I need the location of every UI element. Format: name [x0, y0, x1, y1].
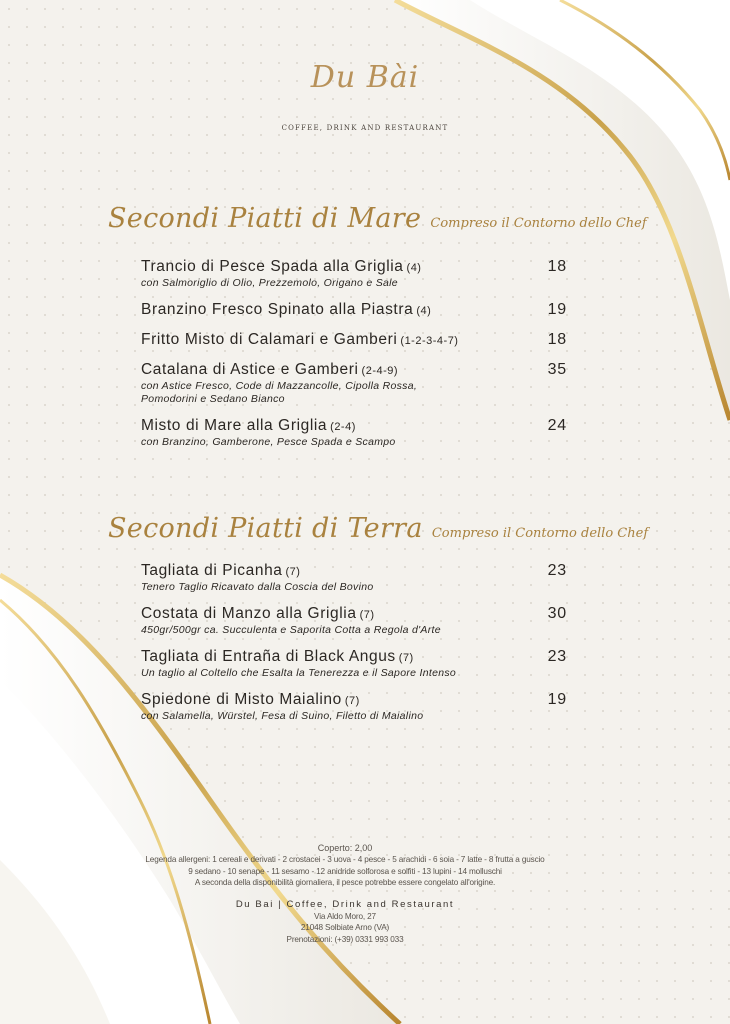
- menu-item-title: [141, 301, 571, 320]
- menu-item-title: [141, 562, 571, 581]
- menu-list-mare: [141, 258, 571, 460]
- menu-item: [141, 361, 571, 406]
- dish-price: 35: [547, 361, 567, 378]
- dish-name: Spiedone di Misto Maialino: [141, 691, 342, 708]
- allergen-codes: (7): [285, 566, 301, 578]
- dish-price: 23: [547, 648, 567, 665]
- dish-description: 450gr/500gr ca. Succulenta e Saporita Cotta a Regola d'Arte: [141, 624, 441, 636]
- allergen-codes: (7): [398, 652, 414, 664]
- menu-list-terra: [141, 562, 571, 734]
- menu-item: [141, 648, 571, 680]
- allergen-codes: (4): [406, 262, 422, 274]
- menu-item: [141, 301, 571, 320]
- dish-price: 19: [547, 691, 567, 708]
- frozen-note: A seconda della disponibilità giornaliera, il pesce potrebbe essere congelato all'origine.: [194, 878, 496, 887]
- menu-item: [141, 258, 571, 290]
- address-street: Via Aldo Moro, 27: [314, 911, 376, 921]
- dish-name: Tagliata di Entraña di Black Angus: [141, 648, 396, 665]
- menu-item-title: [141, 331, 571, 350]
- menu-item: [141, 691, 571, 723]
- dish-price: 30: [547, 605, 567, 622]
- dish-price: 18: [547, 258, 567, 275]
- section-subheading: Compreso il Contorno dello Chef: [431, 526, 649, 541]
- menu-item-title: [141, 648, 571, 667]
- menu-item-title: [141, 691, 571, 710]
- menu-item-title: [141, 258, 571, 277]
- section-heading: Secondi Piatti di Terra: [108, 513, 423, 544]
- dish-price: 24: [547, 417, 567, 434]
- allergen-codes: (7): [359, 609, 375, 621]
- address-city: 21048 Solbiate Arno (VA): [300, 923, 390, 932]
- dish-description: con Astice Fresco, Code di Mazzancolle, Cipolla Rossa, Pomodorini e Sedano Bianco: [141, 380, 418, 405]
- footer-brand: Du Bai | Coffee, Drink and Restaurant: [235, 898, 455, 910]
- dish-name: Misto di Mare alla Griglia: [141, 417, 328, 434]
- dish-description: con Branzino, Gamberone, Pesce Spada e Scampo: [141, 436, 396, 448]
- allergen-codes: (2-4): [330, 421, 356, 433]
- dish-description: con Salamella, Würstel, Fesa di Suino, Filetto di Maialino: [141, 710, 424, 722]
- dish-description: con Salmoriglio di Olio, Prezzemolo, Origano e Sale: [141, 277, 398, 289]
- dish-name: Tagliata di Picanha: [141, 562, 283, 579]
- dish-name: Branzino Fresco Spinato alla Piastra: [141, 301, 414, 318]
- footer: [0, 842, 690, 945]
- dish-price: 18: [547, 331, 567, 348]
- section-title-mare: [108, 203, 647, 234]
- menu-item-title: [141, 417, 571, 436]
- allergen-legend-line-1: Legenda allergeni: 1 cereali e derivati - 2 crostacei - 3 uova - 4 pesce - 5 arachidi - 6 soia - 7 latte - 8 frutta a guscio: [145, 855, 545, 864]
- logo-tagline: COFFEE, DRINK AND RESTAURANT: [281, 124, 449, 132]
- dish-description: Un taglio al Coltello che Esalta la Tenerezza e il Sapore Intenso: [141, 667, 457, 679]
- menu-item: [141, 417, 571, 449]
- dish-name: Fritto Misto di Calamari e Gamberi: [141, 331, 398, 348]
- allergen-legend-line-2: 9 sedano - 10 senape - 11 sesamo - 12 anidride solforosa e solfiti - 13 lupini - 14 molluschi: [188, 866, 502, 876]
- allergen-codes: (2-4-9): [361, 365, 399, 377]
- dish-description: Tenero Taglio Ricavato dalla Coscia del Bovino: [141, 581, 374, 593]
- logo: [0, 58, 730, 132]
- allergen-codes: (7): [344, 695, 360, 707]
- dish-name: Trancio di Pesce Spada alla Griglia: [141, 258, 404, 275]
- cover-charge: Coperto: 2,00: [317, 843, 373, 853]
- phone: Prenotazioni: (+39) 0331 993 033: [286, 934, 404, 944]
- dish-name: Costata di Manzo alla Griglia: [141, 605, 357, 622]
- dish-price: 23: [547, 562, 567, 579]
- menu-item: [141, 331, 571, 350]
- dish-name: Catalana di Astice e Gamberi: [141, 361, 359, 378]
- menu-item-title: [141, 361, 571, 380]
- menu-item: [141, 605, 571, 637]
- allergen-codes: (4): [416, 305, 432, 317]
- dish-price: 19: [547, 301, 567, 318]
- logo-name: Du Bài: [310, 60, 420, 95]
- section-title-terra: [108, 513, 648, 544]
- section-heading: Secondi Piatti di Mare: [108, 203, 422, 234]
- menu-item-title: [141, 605, 571, 624]
- section-subheading: Compreso il Contorno dello Chef: [430, 216, 647, 231]
- menu-item: [141, 562, 571, 594]
- allergen-codes: (1-2-3-4-7): [400, 335, 459, 347]
